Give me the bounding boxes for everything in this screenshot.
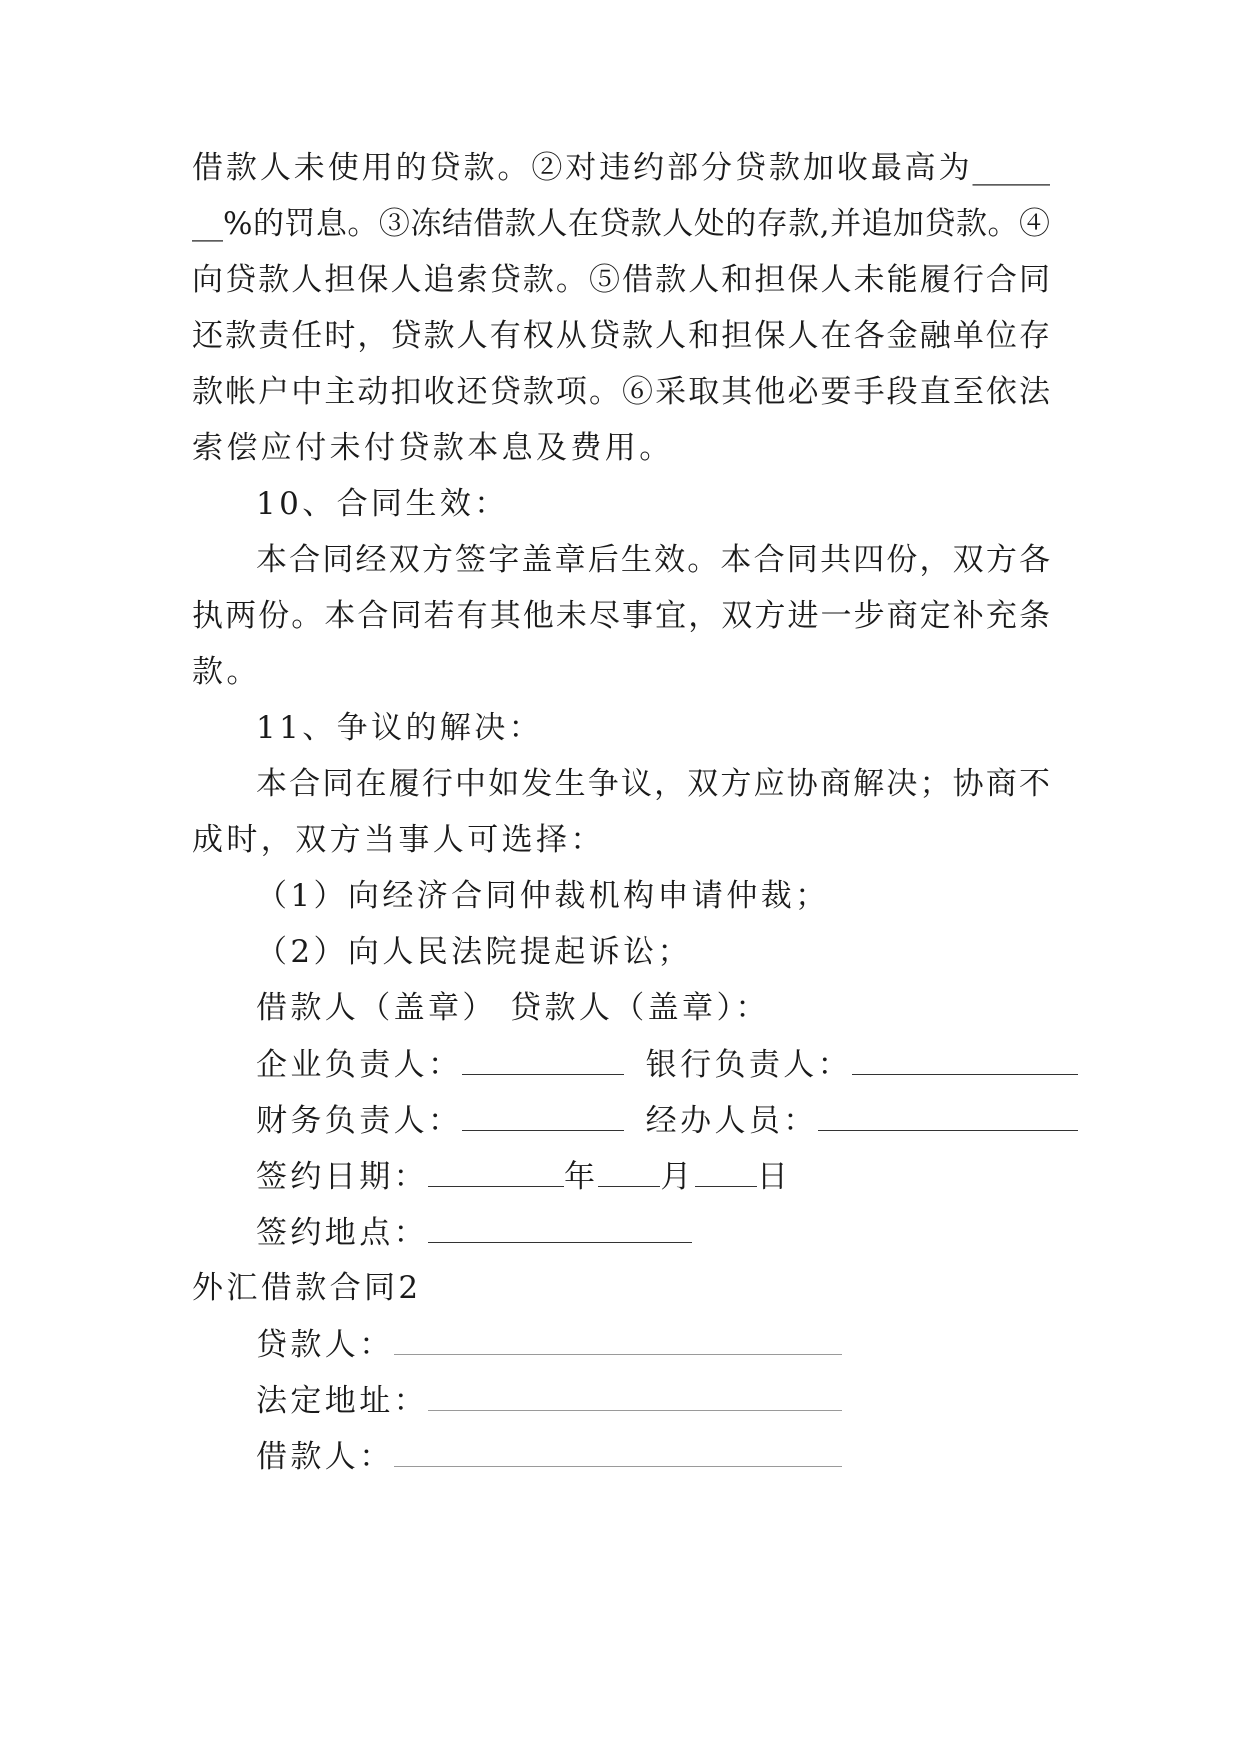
paragraph-9-line-1: 借款人未使用的贷款。②对违约部分贷款加收最高为_____ bbox=[192, 150, 1050, 186]
lender-label: 贷款人： bbox=[256, 1327, 394, 1363]
place-label: 签约地点： bbox=[256, 1215, 428, 1251]
section-11-line-2: 成时，双方当事人可选择： bbox=[192, 822, 605, 858]
signature-place-row bbox=[256, 1212, 692, 1253]
borrower-label: 借款人： bbox=[256, 1439, 394, 1475]
day-label: 日 bbox=[756, 1159, 792, 1195]
contract-2-title: 外汇借款合同2 bbox=[192, 1270, 422, 1306]
month-label: 月 bbox=[660, 1159, 695, 1195]
contract-2-lender-row bbox=[256, 1324, 842, 1365]
address-label: 法定地址： bbox=[256, 1383, 428, 1419]
paragraph-9-line-6: 索偿应付未付贷款本息及费用。 bbox=[192, 430, 674, 466]
lender-blank bbox=[394, 1324, 842, 1355]
section-11-option-1: （1）向经济合同仲裁机构申请仲裁； bbox=[256, 878, 830, 914]
finance-head-label: 财务负责人： bbox=[256, 1103, 463, 1139]
date-month-blank bbox=[598, 1156, 660, 1187]
year-label: 年 bbox=[564, 1159, 599, 1195]
handler-blank bbox=[818, 1100, 1078, 1131]
signature-parties: 借款人（盖章） 贷款人（盖章）： bbox=[256, 990, 770, 1026]
signature-row-2 bbox=[256, 1100, 1078, 1141]
section-11-heading: 11、争议的解决： bbox=[256, 710, 544, 746]
enterprise-head-blank bbox=[462, 1044, 624, 1075]
date-day-blank bbox=[695, 1156, 757, 1187]
contract-2-address-row bbox=[256, 1380, 842, 1421]
paragraph-9-line-4: 还款责任时，贷款人有权从贷款人和担保人在各金融单位存 bbox=[192, 318, 1050, 354]
date-label: 签约日期： bbox=[256, 1159, 428, 1195]
place-blank bbox=[428, 1212, 692, 1243]
section-11-line-1: 本合同在履行中如发生争议，双方应协商解决；协商不 bbox=[256, 766, 1050, 802]
contract-2-borrower-row bbox=[256, 1436, 842, 1477]
signature-row-1 bbox=[256, 1044, 1078, 1085]
bank-head-label: 银行负责人： bbox=[645, 1047, 853, 1083]
paragraph-9-line-2: __%的罚息。③冻结借款人在贷款人处的存款,并追加贷款。④ bbox=[192, 206, 1050, 242]
paragraph-9-line-5: 款帐户中主动扣收还贷款项。⑥采取其他必要手段直至依法 bbox=[192, 374, 1050, 410]
address-blank bbox=[428, 1380, 842, 1411]
section-10-line-3: 款。 bbox=[192, 654, 261, 690]
finance-head-blank bbox=[462, 1100, 624, 1131]
signature-date-row bbox=[256, 1156, 791, 1197]
section-10-line-2: 执两份。本合同若有其他未尽事宜，双方进一步商定补充条 bbox=[192, 598, 1050, 634]
borrower-blank bbox=[394, 1436, 842, 1467]
date-year-blank bbox=[428, 1156, 564, 1187]
bank-head-blank bbox=[852, 1044, 1078, 1075]
paragraph-9-line-3: 向贷款人担保人追索贷款。⑤借款人和担保人未能履行合同 bbox=[192, 262, 1050, 298]
section-10-heading: 10、合同生效： bbox=[256, 486, 509, 522]
handler-label: 经办人员： bbox=[645, 1103, 818, 1139]
section-10-line-1: 本合同经双方签字盖章后生效。本合同共四份，双方各 bbox=[256, 542, 1050, 578]
section-11-option-2: （2）向人民法院提起诉讼； bbox=[256, 934, 692, 970]
enterprise-head-label: 企业负责人： bbox=[256, 1047, 463, 1083]
